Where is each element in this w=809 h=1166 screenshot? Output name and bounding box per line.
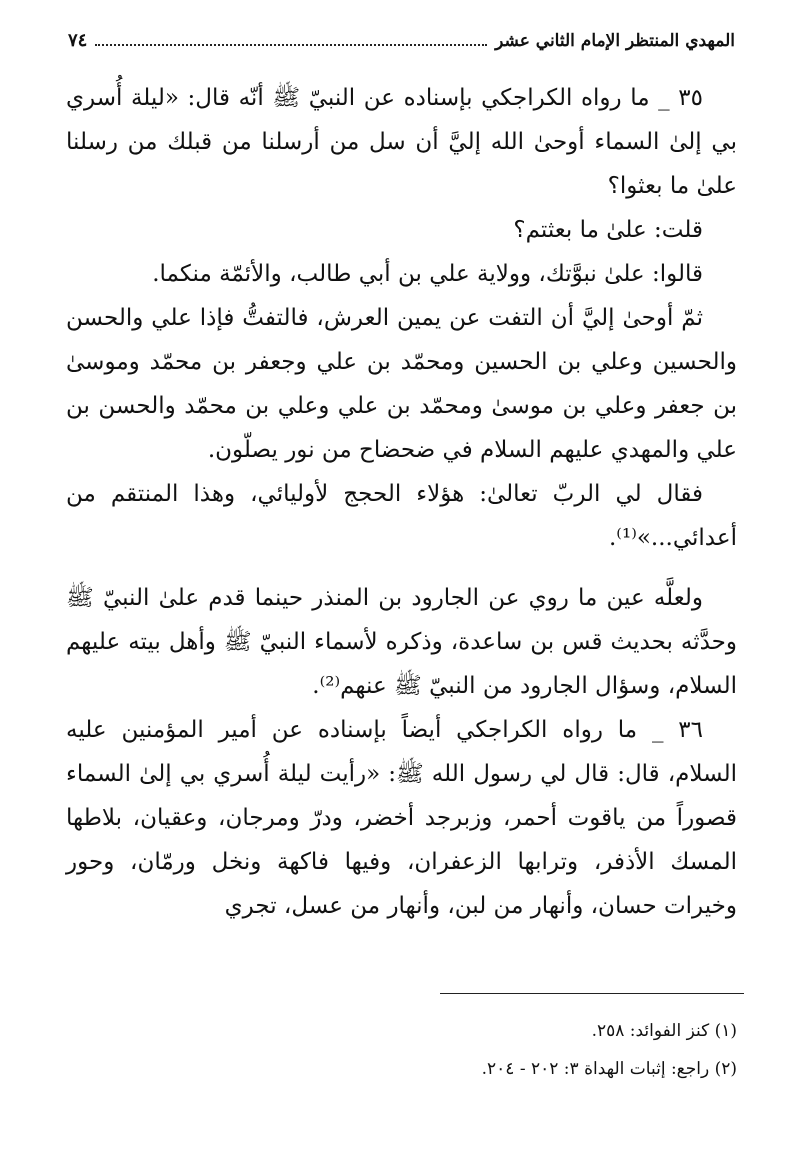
footnote-1: (١) كنز الفوائد: ٢٥٨. (591, 1021, 737, 1041)
paragraph-jarud: ولعلَّه عين ما روي عن الجارود بن المنذر حينما قدم علىٰ النبيّ ﷺ وحدَّثه بحديث قس بن ساعدة، وذكره لأسماء النبيّ ﷺ وأهل بيته عليهم السلام، وسؤال الجارود من النبيّ ﷺ عنهم⁽²⁾. (66, 585, 737, 699)
main-text (66, 76, 737, 928)
page-number: ٧٤ (68, 30, 88, 51)
paragraph-question: قلت: علىٰ ما بعثتم؟ (513, 217, 703, 243)
paragraph-lord-speech: فقال لي الربّ تعالىٰ: هؤلاء الحجج لأوليائي، وهذا المنتقم من أعدائي...»⁽¹⁾. (66, 481, 737, 551)
footnote-separator (440, 993, 744, 994)
paragraph-imams-list: ثمّ أوحىٰ إليَّ أن التفت عن يمين العرش، فالتفتُّ فإذا علي والحسن والحسين وعلي بن الحسين ومحمّد بن علي وجعفر بن محمّد وموسىٰ بن جعفر وعلي بن موسىٰ ومحمّد بن علي وعلي بن محمّد والحسن بن علي والمهدي عليهم السلام في ضحضاح من نور يصلّون. (66, 305, 737, 463)
header-leader-dots (95, 30, 487, 46)
paragraph-hadith-35: ٣٥ _ ما رواه الكراجكي بإسناده عن النبيّ ﷺ أنّه قال: «ليلة أُسري بي إلىٰ السماء أوحىٰ الله إليَّ أن سل من أرسلنا من قبلك من رسلنا علىٰ ما بعثوا؟ (66, 85, 737, 199)
footnotes (66, 1012, 737, 1088)
running-title: المهدي المنتظر الإمام الثاني عشر (495, 31, 735, 51)
paragraph-hadith-36: ٣٦ _ ما رواه الكراجكي أيضاً بإسناده عن أمير المؤمنين عليه السلام، قال: قال لي رسول الله ﷺ: «رأيت ليلة أُسري بي إلىٰ السماء قصوراً من ياقوت أحمر، وزبرجد أخضر، ودرّ ومرجان، وعقيان، بلاطها المسك الأذفر، وترابها الزعفران، وفيها فاكهة ونخل ورمّان، وحور وخيرات حسان، وأنهار من لبن، وأنهار من عسل، تجري (66, 717, 737, 919)
running-header (68, 30, 735, 60)
footnote-2: (٢) راجع: إثبات الهداة ٣: ٢٠٢ - ٢٠٤. (481, 1059, 737, 1079)
paragraph-answer: قالوا: علىٰ نبوَّتك، وولاية علي بن أبي طالب، والأئمّة منكما. (152, 261, 703, 287)
